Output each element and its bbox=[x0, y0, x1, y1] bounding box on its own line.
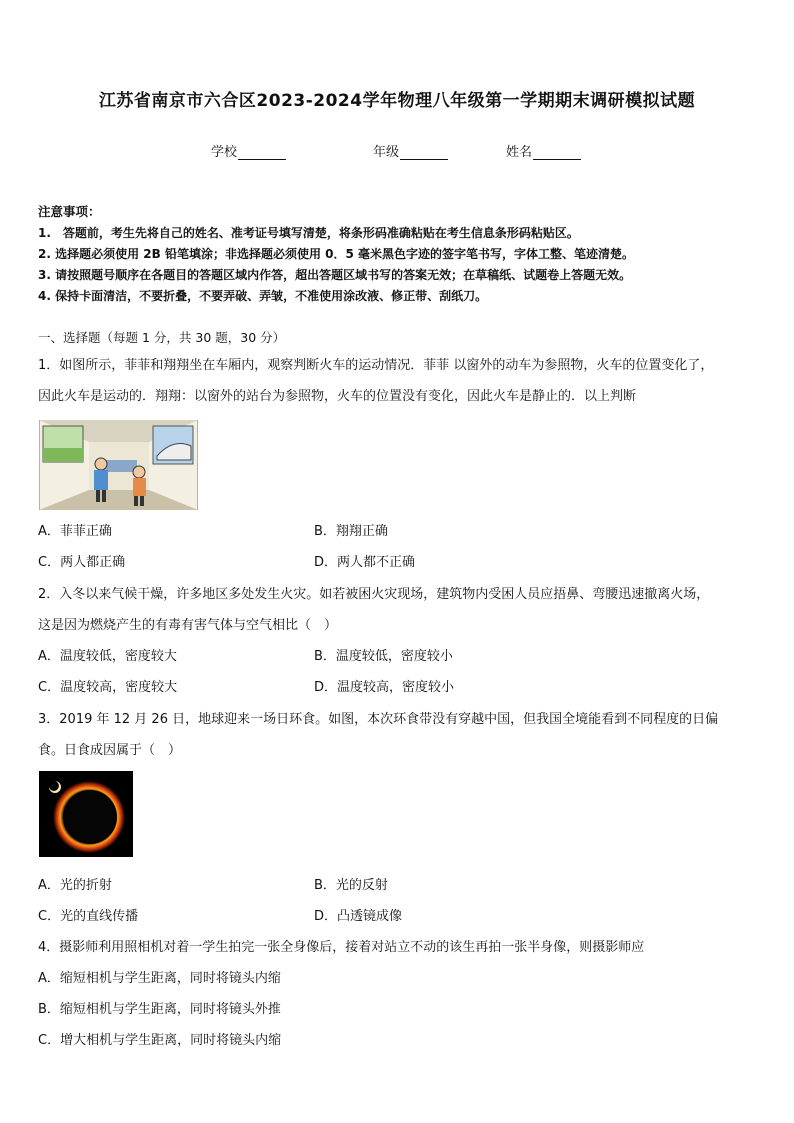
q2-stem-line2: 这是因为燃烧产生的有毒有害气体与空气相比（ ） bbox=[38, 618, 338, 633]
q1-option-b[interactable]: B．翔翔正确 bbox=[314, 524, 388, 539]
q3-option-b[interactable]: B．光的反射 bbox=[314, 878, 388, 893]
q2-option-d[interactable]: D．温度较高，密度较小 bbox=[314, 680, 455, 695]
exam-title: 江苏省南京市六合区2023-2024学年物理八年级第一学期期末调研模拟试题 bbox=[98, 91, 696, 111]
notes-heading: 注意事项： bbox=[38, 204, 101, 219]
name-label: 姓名 bbox=[506, 145, 533, 160]
q2-option-b[interactable]: B．温度较低，密度较小 bbox=[314, 649, 453, 664]
school-label: 学校 bbox=[211, 145, 238, 160]
note-item-3: 3. 请按照题号顺序在各题目的答题区域内作答，超出答题区域书写的答案无效；在草稿纸、试题卷上答题无效。 bbox=[38, 268, 632, 282]
solar-eclipse-image bbox=[39, 771, 133, 857]
q4-stem-line1: 4．摄影师利用照相机对着一学生拍完一张全身像后，接着对站立不动的该生再拍一张半身像，则摄影师应 bbox=[38, 940, 645, 955]
q1-option-c[interactable]: C．两人都正确 bbox=[38, 555, 126, 570]
q1-option-a[interactable]: A．菲菲正确 bbox=[38, 524, 112, 539]
q4-option-c[interactable]: C．增大相机与学生距离，同时将镜头内缩 bbox=[38, 1033, 282, 1048]
q1-stem-line1: 1．如图所示，菲菲和翔翔坐在车厢内，观察判断火车的运动情况．菲菲 以窗外的动车为参照物，火车的位置变化了， bbox=[38, 358, 714, 373]
q1-stem-line2: 因此火车是运动的．翔翔：以窗外的站台为参照物，火车的位置没有变化，因此火车是静止的．以上判断 bbox=[38, 389, 637, 404]
grade-field bbox=[373, 141, 448, 160]
q2-stem-line1: 2．入冬以来气候干燥，许多地区多处发生火灾。如若被困火灾现场，建筑物内受困人员应捂鼻、弯腰迅速撤离火场， bbox=[38, 587, 710, 602]
section-heading: 一、选择题（每题 1 分，共 30 题，30 分） bbox=[38, 330, 286, 345]
q2-option-c[interactable]: C．温度较高，密度较大 bbox=[38, 680, 178, 695]
q3-stem-line1: 3．2019 年 12 月 26 日，地球迎来一场日环食。如图，本次环食带没有穿越中国，但我国全境能看到不同程度的日偏 bbox=[38, 712, 719, 727]
name-blank[interactable] bbox=[533, 147, 581, 160]
note-item-2: 2. 选择题必须使用 2B 铅笔填涂；非选择题必须使用 0．5 毫米黑色字迹的签字笔书写，字体工整、笔迹清楚。 bbox=[38, 247, 634, 261]
name-field bbox=[506, 141, 581, 160]
q3-option-c[interactable]: C．光的直线传播 bbox=[38, 909, 139, 924]
q3-stem-line2: 食。日食成因属于（ ） bbox=[38, 743, 182, 758]
q1-option-d[interactable]: D．两人都不正确 bbox=[314, 555, 416, 570]
q3-option-a[interactable]: A．光的折射 bbox=[38, 878, 112, 893]
train-carriage-image bbox=[39, 420, 198, 510]
q3-option-d[interactable]: D．凸透镜成像 bbox=[314, 909, 403, 924]
q4-option-b[interactable]: B．缩短相机与学生距离，同时将镜头外推 bbox=[38, 1002, 281, 1017]
school-blank[interactable] bbox=[238, 147, 286, 160]
grade-blank[interactable] bbox=[400, 147, 448, 160]
q2-option-a[interactable]: A．温度较低，密度较大 bbox=[38, 649, 177, 664]
grade-label: 年级 bbox=[373, 145, 400, 160]
school-field bbox=[211, 141, 286, 160]
q4-option-a[interactable]: A．缩短相机与学生距离，同时将镜头内缩 bbox=[38, 971, 281, 986]
note-item-4: 4. 保持卡面清洁，不要折叠，不要弄破、弄皱，不准使用涂改液、修正带、刮纸刀。 bbox=[38, 289, 488, 303]
note-item-1: 1. 答题前，考生先将自己的姓名、准考证号填写清楚，将条形码准确粘贴在考生信息条形码粘贴区。 bbox=[38, 226, 579, 240]
